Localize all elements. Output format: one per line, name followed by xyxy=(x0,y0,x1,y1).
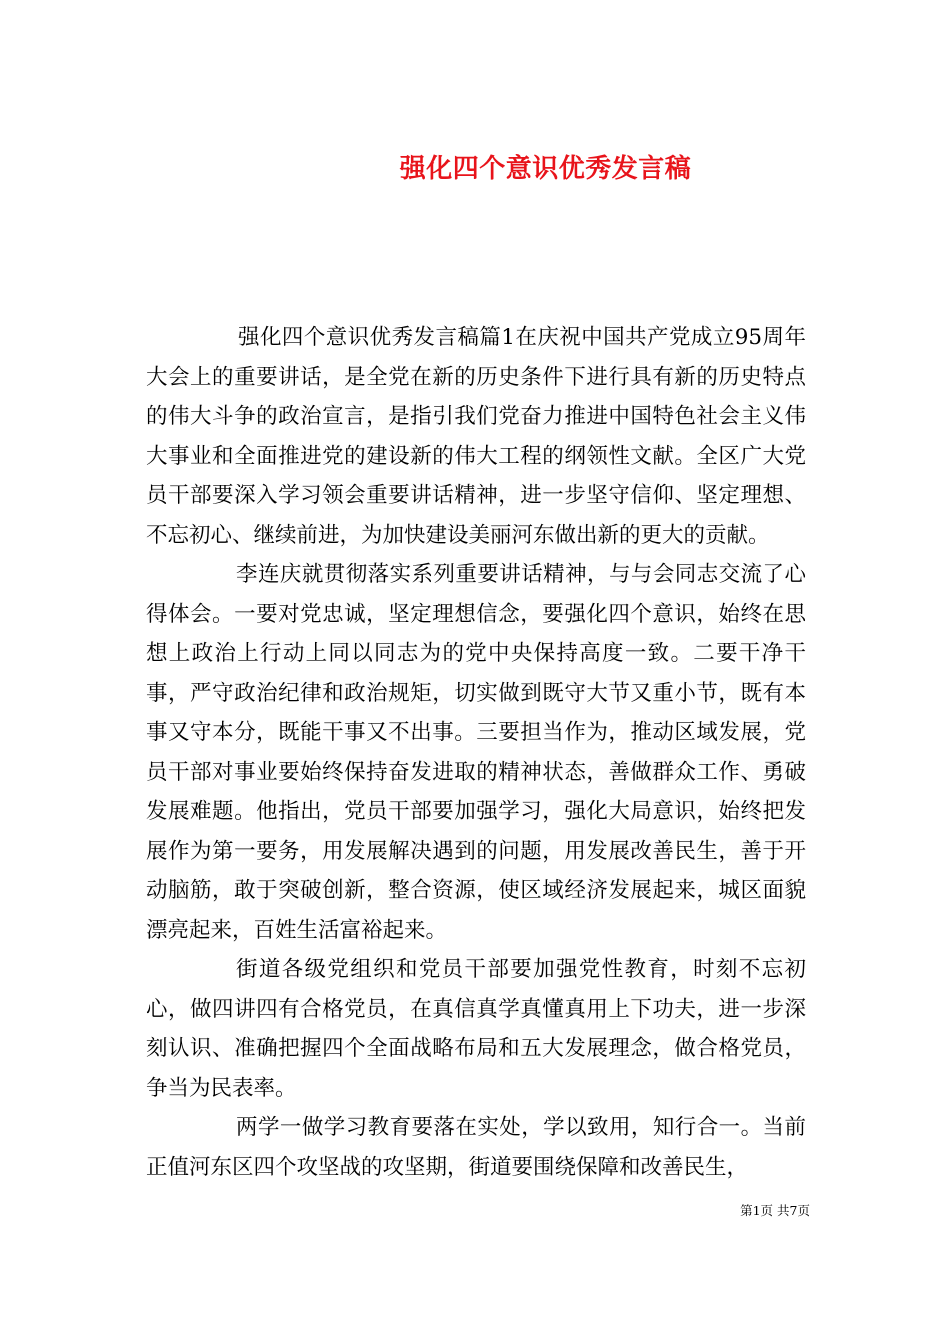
page-number-footer: 第1页 共7页 xyxy=(740,1203,810,1218)
paragraph-2: 李连庆就贯彻落实系列重要讲话精神，与与会同志交流了心得体会。一要对党忠诚，坚定理想信念，要强化四个意识，始终在思想上政治上行动上同以同志为的党中央保持高度一致。二要干净干事，严守政治纪律和政治规矩，切实做到既守大节又重小节，既有本事又守本分，既能干事又不出事。三要担当作为，推动区域发展，党员干部对事业要始终保持奋发进取的精神状态，善做群众工作、勇破发展难题。他指出，党员干部要加强学习，强化大局意识，始终把发展作为第一要务，用发展解决遇到的问题，用发展改善民生，善于开动脑筋，敢于突破创新，整合资源，使区域经济发展起来，城区面貌漂亮起来，百姓生活富裕起来。 xyxy=(146,562,806,943)
document-title: 强化四个意识优秀发言稿 xyxy=(399,154,692,185)
paragraph-4: 两学一做学习教育要落在实处，学以致用，知行合一。当前正值河东区四个攻坚战的攻坚期，街道要围绕保障和改善民生， xyxy=(146,1115,806,1180)
paragraph-3: 街道各级党组织和党员干部要加强党性教育，时刻不忘初心，做四讲四有合格党员，在真信真学真懂真用上下功夫，进一步深刻认识、准确把握四个全面战略布局和五大发展理念，做合格党员，争当为民表率。 xyxy=(146,957,806,1101)
document-body xyxy=(146,318,806,1187)
paragraph-1: 强化四个意识优秀发言稿篇1在庆祝中国共产党成立95周年大会上的重要讲话，是全党在新的历史条件下进行具有新的历史特点的伟大斗争的政治宣言，是指引我们党奋力推进中国特色社会主义伟大事业和全面推进党的建设新的伟大工程的纲领性文献。全区广大党员干部要深入学习领会重要讲话精神，进一步坚守信仰、坚定理想、不忘初心、继续前进，为加快建设美丽河东做出新的更大的贡献。 xyxy=(146,325,806,548)
